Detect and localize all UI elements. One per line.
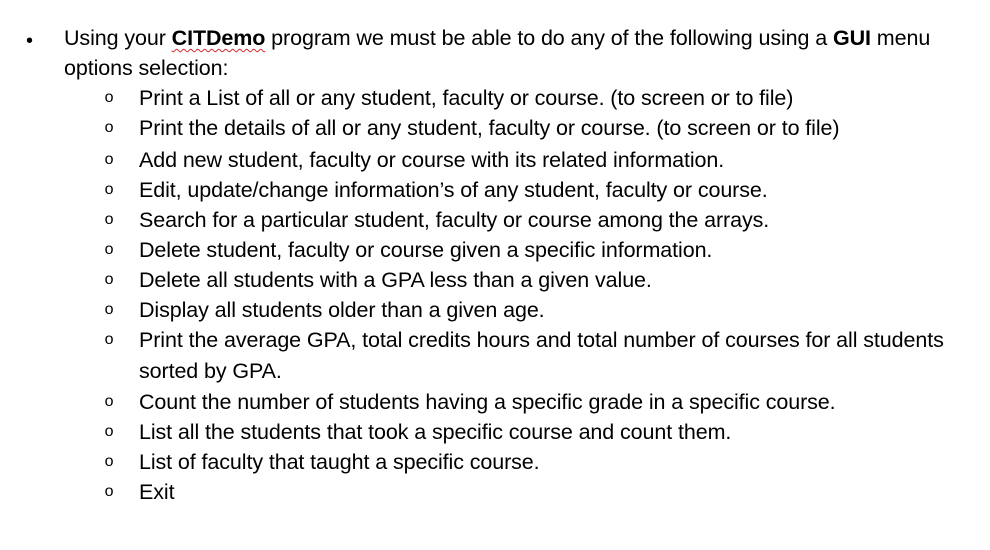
- program-name-misspelled: CITDemo: [171, 26, 266, 50]
- sub-item-text: Print a List of all or any student, faculty or course. (to screen or to file): [139, 86, 794, 110]
- sub-bullet-marker: o: [104, 151, 114, 168]
- sub-bullet-marker: o: [104, 423, 114, 440]
- main-text-before: Using your: [64, 26, 172, 50]
- sub-bullet-marker: o: [104, 393, 114, 410]
- main-paragraph: [64, 23, 979, 83]
- sub-bullet-marker: o: [104, 483, 114, 500]
- sub-item-text: Print the details of all or any student, faculty or course. (to screen or to file): [139, 116, 840, 140]
- sub-bullet-marker: o: [104, 241, 114, 258]
- bullet-marker: •: [26, 30, 33, 52]
- sub-bullet-marker: o: [104, 271, 114, 288]
- sub-item-text: List of faculty that taught a specific course.: [139, 450, 540, 474]
- sub-bullet-marker: o: [104, 301, 114, 318]
- sub-item-text: Exit: [139, 480, 175, 504]
- main-text-after: menu options selection:: [64, 26, 931, 80]
- sub-item-text: List all the students that took a specific course and count them.: [139, 420, 732, 444]
- sub-bullet-marker: o: [104, 331, 114, 348]
- sub-bullet-marker: o: [104, 211, 114, 228]
- sub-bullet-marker: o: [104, 181, 114, 198]
- sub-item-text: Count the number of students having a specific grade in a specific course.: [139, 390, 836, 414]
- sub-bullet-marker: o: [104, 453, 114, 470]
- main-bold-gui: GUI: [832, 26, 871, 50]
- sub-item-text: Delete all students with a GPA less than a given value.: [139, 268, 652, 292]
- sub-item-text: Print the average GPA, total credits hours and total number of courses for all students sorted by GPA.: [139, 328, 944, 383]
- sub-item-text: Display all students older than a given age.: [139, 298, 545, 322]
- sub-bullet-marker: o: [104, 119, 114, 136]
- main-text-middle: program we must be able to do any of the following using a: [265, 26, 833, 50]
- sub-item-text: Delete student, faculty or course given a specific information.: [139, 238, 713, 262]
- sub-item-text: Search for a particular student, faculty or course among the arrays.: [139, 208, 770, 232]
- sub-bullet-marker: o: [104, 89, 114, 106]
- sub-item-text: Edit, update/change information’s of any student, faculty or course.: [139, 178, 768, 202]
- sub-item-text: Add new student, faculty or course with its related information.: [139, 148, 725, 172]
